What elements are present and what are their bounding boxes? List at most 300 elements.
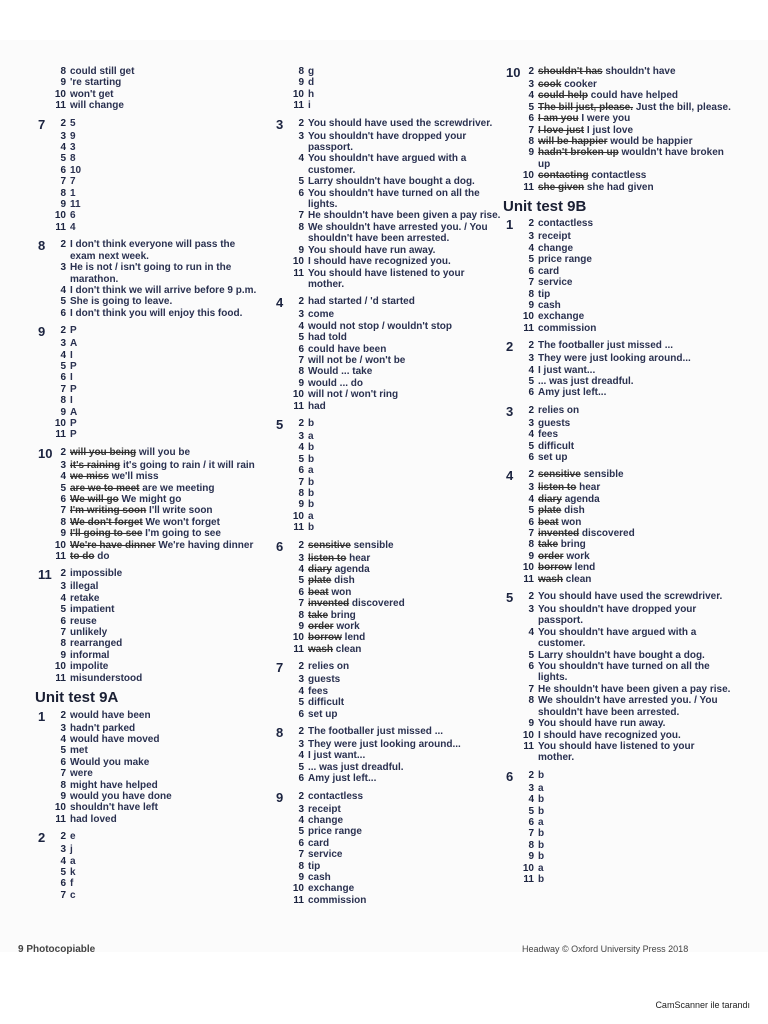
item-number: 8: [298, 609, 304, 621]
answer-text: [308, 610, 501, 621]
item-number: 7: [60, 889, 66, 901]
answer-text: [70, 616, 263, 627]
exercise-number: 7: [38, 116, 46, 132]
item-number: 2: [60, 325, 66, 337]
correct-answer: discovered: [351, 598, 405, 610]
answer-text: [70, 604, 263, 615]
exercise-number: 4: [506, 468, 514, 484]
correct-answer: were: [70, 768, 93, 780]
item-number: 5: [528, 101, 534, 113]
correct-answer: ... was just dreadful.: [308, 761, 404, 773]
item-number: 8: [528, 288, 534, 300]
struck-wrong-answer: take: [538, 539, 559, 551]
answer-text: [538, 528, 731, 539]
correct-answer: would have moved: [70, 733, 160, 745]
answer-text: [538, 730, 731, 741]
answer-text: [538, 387, 731, 398]
scanner-watermark: CamScanner ile tarandı: [655, 1000, 750, 1010]
answer-text: [308, 332, 501, 343]
answer-row: [276, 118, 501, 131]
answer-row: [506, 627, 731, 650]
page-footer-left: 9 Photocopiable: [18, 944, 96, 955]
answer-text: [70, 199, 263, 210]
correct-answer: b: [308, 453, 315, 465]
item-number: 9: [528, 851, 534, 863]
answer-text: [538, 353, 731, 364]
item-number: 2: [298, 790, 304, 802]
item-number: 3: [298, 430, 304, 442]
item-number: 4: [60, 349, 66, 361]
answer-text: [538, 340, 731, 351]
item-number: 3: [60, 581, 66, 593]
item-number: 10: [54, 417, 66, 429]
item-number: 8: [528, 839, 534, 851]
answer-text: [538, 231, 731, 242]
struck-wrong-answer: we miss: [70, 471, 109, 483]
item-number: 6: [298, 773, 304, 785]
correct-answer: contactless: [591, 170, 647, 182]
item-number: 8: [60, 638, 66, 650]
answer-row: [506, 741, 731, 764]
item-number: 4: [528, 364, 534, 376]
answer-text: [538, 300, 731, 311]
answer-text: [538, 863, 731, 874]
item-number: 10: [292, 88, 304, 100]
struck-wrong-answer: We will go: [70, 494, 119, 505]
correct-answer: Would ... take: [308, 366, 373, 378]
answer-text: [538, 418, 731, 429]
correct-answer: she had given: [586, 181, 654, 193]
correct-answer: met: [70, 745, 88, 757]
exercise-block: [38, 239, 263, 319]
correct-answer: hear: [579, 482, 601, 494]
item-number: 6: [60, 615, 66, 627]
item-number: 11: [523, 322, 534, 334]
exercise-block: [276, 661, 501, 720]
item-number: 6: [60, 372, 66, 384]
item-number: 2: [528, 469, 534, 481]
exercise-number: 4: [276, 295, 284, 311]
item-number: 10: [522, 562, 534, 574]
answer-row: [276, 465, 501, 476]
struck-wrong-answer: order: [308, 621, 334, 633]
correct-answer: We won't forget: [145, 516, 220, 528]
answer-row: [506, 231, 731, 242]
answer-text: [308, 895, 501, 906]
correct-answer: 11: [70, 199, 81, 211]
answer-text: [308, 296, 501, 307]
item-number: 5: [60, 296, 66, 308]
answer-text: [538, 125, 731, 136]
answer-row: [276, 153, 501, 176]
correct-answer: price range: [308, 826, 362, 838]
answer-text: [538, 684, 731, 695]
correct-answer: tip: [308, 860, 321, 872]
item-number: 9: [298, 621, 304, 633]
correct-answer: 9: [70, 130, 76, 142]
correct-answer: cash: [308, 871, 331, 883]
answer-row: [506, 604, 731, 627]
answer-text: [70, 308, 263, 319]
correct-answer: clean: [565, 573, 592, 585]
correct-answer: agenda: [564, 493, 600, 505]
item-number: 11: [293, 894, 304, 906]
answer-row: [276, 268, 501, 291]
item-number: 7: [298, 210, 304, 222]
answer-row: [38, 867, 263, 878]
answer-row: [506, 661, 731, 684]
item-number: 10: [54, 661, 66, 673]
answer-text: [70, 131, 263, 142]
answer-text: [308, 355, 501, 366]
correct-answer: will not / won't ring: [308, 389, 399, 401]
item-number: 6: [60, 756, 66, 768]
answer-text: [538, 311, 731, 322]
correct-answer: retake: [70, 592, 100, 604]
item-number: 11: [293, 100, 304, 112]
item-number: 2: [298, 539, 304, 551]
correct-answer: You shouldn't have turned on all the lights.: [538, 661, 710, 684]
struck-wrong-answer: cook: [538, 79, 562, 90]
answer-text: [308, 378, 501, 389]
answer-row: [506, 147, 731, 170]
correct-answer: a: [538, 782, 544, 794]
answer-row: [506, 405, 731, 418]
correct-answer: You should have run away.: [538, 718, 666, 730]
answer-text: [538, 494, 731, 505]
struck-wrong-answer: We're have dinner: [70, 539, 156, 551]
answer-text: [308, 488, 501, 499]
item-number: 7: [60, 176, 66, 188]
answer-row: [38, 100, 263, 111]
answer-text: [538, 828, 731, 839]
answer-text: [308, 222, 501, 245]
answer-text: [70, 66, 263, 77]
correct-answer: could have been: [308, 343, 387, 355]
item-number: 11: [55, 100, 66, 112]
answer-row: [506, 469, 731, 482]
answer-row: [276, 709, 501, 720]
struck-wrong-answer: beat: [308, 586, 329, 598]
item-number: 3: [528, 353, 534, 365]
answer-row: [38, 395, 263, 406]
answer-text: [70, 650, 263, 661]
answer-text: [308, 564, 501, 575]
answer-row: [38, 878, 263, 889]
correct-answer: service: [538, 277, 573, 289]
item-number: 5: [60, 153, 66, 165]
column-3: [503, 65, 731, 891]
column-2: [276, 66, 501, 912]
item-number: 5: [298, 453, 304, 465]
correct-answer: Amy just left...: [308, 773, 377, 785]
correct-answer: b: [308, 442, 315, 454]
answer-row: [276, 661, 501, 674]
answer-text: [308, 686, 501, 697]
exercise-number: 1: [506, 217, 514, 233]
item-number: 5: [528, 649, 534, 661]
answer-text: [70, 791, 263, 802]
item-number: 5: [528, 375, 534, 387]
answer-row: [506, 874, 731, 885]
answer-row: [506, 650, 731, 661]
answer-row: [506, 562, 731, 573]
correct-answer: impossible: [70, 568, 123, 580]
correct-answer: b: [308, 476, 315, 488]
answer-text: [308, 153, 501, 176]
correct-answer: guests: [538, 417, 571, 429]
correct-answer: shouldn't have: [605, 66, 676, 77]
answer-row: [276, 575, 501, 586]
exercise-block: [38, 66, 263, 112]
answer-row: [38, 745, 263, 756]
item-number: 8: [528, 136, 534, 148]
answer-text: [538, 661, 731, 684]
answer-text: [308, 598, 501, 609]
correct-answer: Larry shouldn't have bought a dog.: [538, 649, 705, 661]
item-number: 3: [298, 674, 304, 686]
answer-row: [506, 840, 731, 851]
answer-text: [308, 838, 501, 849]
item-number: 2: [60, 117, 66, 129]
answer-text: [308, 644, 501, 655]
answer-text: [70, 262, 263, 285]
answer-row: [506, 340, 731, 353]
correct-answer: b: [538, 839, 545, 851]
answer-text: [538, 323, 731, 334]
answer-text: [538, 102, 731, 113]
struck-wrong-answer: wash: [308, 643, 334, 655]
exercise-number: 2: [506, 339, 514, 355]
answer-text: [538, 627, 731, 650]
answer-text: [308, 826, 501, 837]
item-number: 4: [298, 320, 304, 332]
correct-answer: He is not / isn't going to run in the marathon.: [70, 262, 232, 285]
exercise-block: [38, 118, 263, 234]
answer-row: [506, 718, 731, 729]
answer-text: [70, 153, 263, 164]
answer-text: [308, 872, 501, 883]
answer-row: [276, 762, 501, 773]
answer-text: [308, 697, 501, 708]
item-number: 6: [298, 465, 304, 477]
answer-text: [308, 791, 501, 802]
answer-text: [70, 734, 263, 745]
answer-text: [308, 575, 501, 586]
correct-answer: b: [308, 488, 315, 499]
answer-text: [70, 222, 263, 233]
answer-text: [70, 471, 263, 482]
answer-text: [308, 815, 501, 826]
struck-wrong-answer: listen to: [538, 482, 577, 494]
struck-wrong-answer: shouldn't has: [538, 66, 603, 77]
answer-row: [38, 460, 263, 471]
answer-row: [506, 365, 731, 376]
item-number: 11: [523, 873, 534, 885]
answer-row: [38, 593, 263, 604]
correct-answer: They were just looking around...: [308, 738, 461, 750]
answer-row: [38, 325, 263, 338]
answer-text: [538, 405, 731, 416]
answer-text: [308, 511, 501, 522]
answer-row: [38, 494, 263, 505]
correct-answer: unlikely: [70, 627, 108, 639]
correct-answer: P: [70, 429, 77, 441]
correct-answer: set up: [538, 451, 568, 463]
item-number: 2: [298, 117, 304, 129]
correct-answer: price range: [538, 254, 592, 266]
item-number: 5: [298, 332, 304, 344]
answer-row: [38, 199, 263, 210]
struck-wrong-answer: diary: [538, 493, 562, 505]
correct-answer: difficult: [538, 440, 575, 452]
answer-row: [38, 308, 263, 319]
answer-text: [308, 773, 501, 784]
correct-answer: I should have recognized you.: [538, 729, 681, 741]
item-number: 4: [528, 626, 534, 638]
answer-text: [308, 750, 501, 761]
answer-text: [70, 188, 263, 199]
item-number: 7: [60, 505, 66, 517]
answer-row: [38, 338, 263, 349]
exercise-block: [38, 831, 263, 901]
item-number: 2: [298, 417, 304, 429]
correct-answer: I just want...: [308, 750, 366, 762]
item-number: 11: [293, 522, 304, 534]
correct-answer: a: [308, 510, 314, 522]
answer-row: [506, 695, 731, 718]
answer-text: [308, 77, 501, 88]
struck-wrong-answer: sensitive: [538, 469, 581, 481]
answer-text: [70, 638, 263, 649]
answer-row: [276, 309, 501, 320]
correct-answer: would you have done: [70, 790, 172, 802]
exercise-number: 6: [276, 538, 284, 554]
item-number: 4: [60, 142, 66, 154]
correct-answer: You shouldn't have argued with a customer.: [308, 153, 467, 176]
correct-answer: e: [70, 831, 76, 843]
item-number: 9: [60, 199, 66, 211]
correct-answer: change: [538, 242, 574, 254]
correct-answer: difficult: [308, 697, 345, 709]
correct-answer: g: [308, 66, 315, 77]
item-number: 7: [298, 354, 304, 366]
correct-answer: I don't think we will arrive before 9 p.m.: [70, 284, 257, 296]
answer-row: [276, 686, 501, 697]
answer-text: [538, 517, 731, 528]
exercise-block: [276, 791, 501, 907]
struck-wrong-answer: are we to meet: [70, 482, 140, 494]
item-number: 3: [298, 552, 304, 564]
exercise-block: [276, 118, 501, 291]
answer-text: [70, 350, 263, 361]
correct-answer: fees: [308, 685, 329, 697]
answer-text: [70, 745, 263, 756]
answer-row: [506, 494, 731, 505]
answer-row: [38, 627, 263, 638]
answer-row: [38, 551, 263, 562]
answer-text: [538, 441, 731, 452]
item-number: 9: [528, 718, 534, 730]
correct-answer: bring: [560, 539, 586, 551]
correct-answer: a: [538, 816, 544, 828]
answer-text: [308, 632, 501, 643]
item-number: 11: [293, 643, 304, 655]
answer-row: [38, 540, 263, 551]
answer-row: [38, 429, 263, 440]
item-number: 10: [292, 256, 304, 268]
item-number: 4: [298, 750, 304, 762]
answer-text: [70, 494, 263, 505]
answer-row: [38, 791, 263, 802]
answer-row: [38, 831, 263, 844]
item-number: 3: [528, 79, 534, 90]
item-number: 7: [528, 683, 534, 695]
item-number: 9: [60, 406, 66, 418]
correct-answer: impatient: [70, 604, 115, 616]
correct-answer: ... was just dreadful.: [538, 375, 634, 387]
struck-wrong-answer: sensitive: [308, 539, 351, 551]
item-number: 5: [528, 805, 534, 817]
item-number: 8: [60, 66, 66, 77]
answer-row: [276, 344, 501, 355]
correct-answer: P: [70, 360, 77, 372]
struck-wrong-answer: she given: [538, 181, 585, 193]
exercise-block: [506, 340, 731, 399]
item-number: 8: [60, 516, 66, 528]
answer-text: [308, 522, 501, 533]
answer-text: [538, 783, 731, 794]
correct-answer: receipt: [538, 231, 571, 243]
answer-row: [276, 418, 501, 431]
answer-text: [308, 709, 501, 720]
struck-wrong-answer: order: [538, 550, 564, 562]
answer-text: [538, 817, 731, 828]
answer-text: [70, 395, 263, 406]
item-number: 5: [528, 505, 534, 517]
correct-answer: had: [308, 400, 326, 412]
answer-text: [70, 673, 263, 684]
item-number: 6: [60, 494, 66, 505]
struck-wrong-answer: invented: [308, 598, 350, 610]
answer-text: [70, 780, 263, 791]
correct-answer: will change: [70, 100, 124, 112]
correct-answer: You should have listened to your mother.: [308, 267, 465, 290]
answer-row: [276, 621, 501, 632]
answer-row: [276, 773, 501, 784]
correct-answer: dish: [334, 575, 355, 587]
item-number: 4: [298, 564, 304, 576]
answer-row: [276, 861, 501, 872]
answer-text: [538, 469, 731, 480]
correct-answer: relies on: [538, 404, 580, 416]
item-number: 7: [60, 383, 66, 395]
exercise-number: 10: [38, 445, 53, 461]
correct-answer: We're having dinner: [158, 539, 254, 551]
answer-row: [38, 447, 263, 460]
answer-row: [506, 102, 731, 113]
answer-row: [506, 376, 731, 387]
struck-wrong-answer: invented: [538, 528, 580, 539]
answer-row: [38, 165, 263, 176]
correct-answer: k: [70, 866, 76, 878]
item-number: 3: [60, 459, 66, 471]
correct-answer: Just the bill, please.: [635, 101, 731, 113]
item-number: 8: [60, 187, 66, 199]
item-number: 10: [292, 883, 304, 895]
item-number: 3: [60, 844, 66, 856]
answer-row: [506, 125, 731, 136]
